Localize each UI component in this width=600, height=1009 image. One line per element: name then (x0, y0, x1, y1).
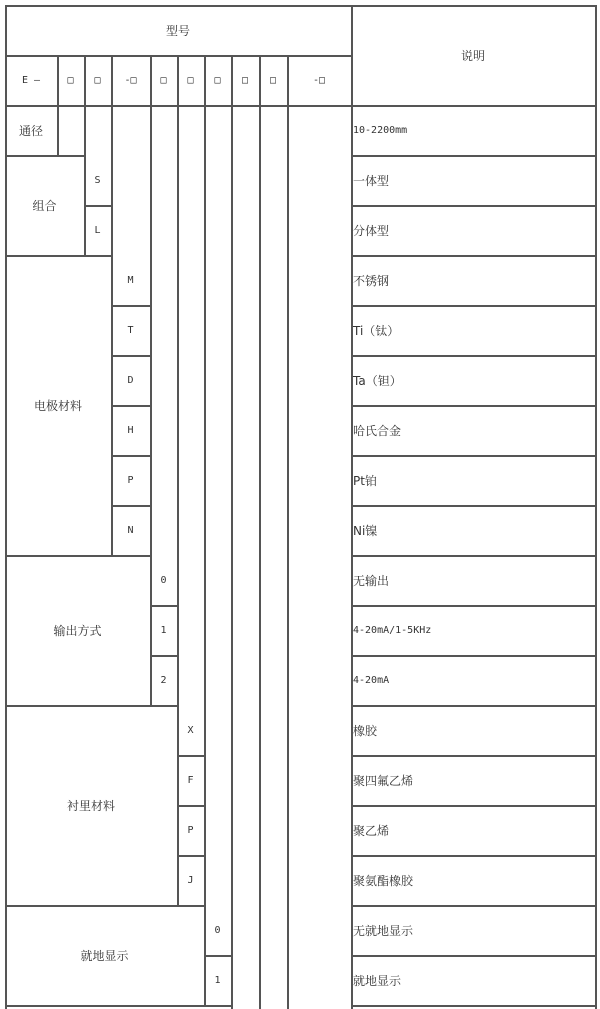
table-border (150, 155, 152, 255)
group-label: 电极材料 (33, 398, 82, 413)
table-border (177, 105, 179, 155)
option-code: T (127, 324, 134, 336)
table-border (351, 1005, 597, 1007)
option-description: Pt铂 (353, 473, 377, 488)
table-border (177, 555, 179, 705)
option-description: 聚乙烯 (353, 823, 390, 838)
option-code: 1 (160, 624, 167, 636)
table-border (84, 205, 113, 207)
table-border (259, 55, 261, 105)
table-border (177, 255, 179, 555)
model-code-slot: □ (67, 74, 74, 86)
table-border (204, 705, 206, 905)
table-border (57, 55, 59, 105)
table-border (111, 105, 113, 155)
table-border (204, 955, 233, 957)
option-description: 4-20mA/1-5KHz (353, 624, 432, 636)
table-border (231, 1005, 233, 1009)
table-border (111, 405, 152, 407)
option-description: 分体型 (353, 223, 390, 238)
option-description: Ta（钽） (353, 373, 402, 388)
group-label: 组合 (32, 198, 57, 213)
option-description: 聚氨酯橡胶 (353, 873, 414, 888)
model-header: 型号 (165, 23, 190, 38)
option-code: 2 (160, 674, 167, 686)
table-border (111, 455, 152, 457)
option-code: J (187, 874, 194, 886)
option-code: M (127, 274, 134, 286)
model-code-slot: □ (269, 74, 277, 86)
table-border (204, 55, 206, 105)
option-code: 0 (214, 924, 221, 936)
table-border (204, 555, 206, 705)
option-description: 就地显示 (353, 973, 402, 988)
option-code: N (127, 524, 134, 536)
table-border (111, 305, 152, 307)
table-border (5, 1005, 233, 1007)
group-label: 就地显示 (80, 948, 129, 963)
table-border (111, 355, 152, 357)
option-code: S (94, 174, 101, 186)
table-border (204, 255, 206, 555)
option-description: 一体型 (353, 173, 390, 188)
table-border (150, 655, 179, 657)
table-border (287, 105, 289, 1009)
table-border (84, 55, 86, 105)
table-border (231, 55, 233, 105)
option-code: 0 (160, 574, 167, 586)
table-border (150, 55, 152, 105)
option-description: 4-20mA (353, 674, 390, 686)
table-border (150, 255, 152, 555)
table-border (259, 105, 261, 1009)
table-border (5, 5, 597, 7)
table-border (287, 55, 289, 105)
option-description: 橡胶 (353, 723, 378, 738)
table-border (177, 55, 179, 105)
option-description: 聚四氟乙烯 (353, 773, 414, 788)
table-border (111, 505, 152, 507)
option-code: F (187, 774, 194, 786)
option-description: 哈氏合金 (353, 423, 402, 438)
option-code: L (94, 224, 101, 236)
option-code (57, 105, 84, 155)
table-border (150, 605, 179, 607)
option-description: 10-2200mm (353, 124, 408, 136)
option-code: H (127, 424, 134, 436)
option-code: P (187, 824, 194, 836)
group-label: 通径 (18, 123, 43, 138)
model-code-slot: □ (94, 74, 101, 86)
table-border (150, 105, 152, 155)
table-border (177, 155, 179, 255)
table-border (177, 805, 206, 807)
model-code-slot: □ (214, 74, 221, 86)
option-code: D (127, 374, 134, 386)
table-border (177, 855, 206, 857)
table-border (111, 55, 113, 105)
table-border (231, 105, 233, 1009)
option-description: Ni镍 (353, 523, 378, 538)
option-description: 无就地显示 (353, 923, 414, 938)
option-description: 不锈钢 (353, 273, 390, 288)
model-code-slot: -□ (312, 74, 326, 86)
model-code-slot: E — (21, 74, 41, 86)
group-label: 输出方式 (53, 623, 102, 638)
option-code: 1 (214, 974, 221, 986)
model-code-slot: -□ (124, 74, 137, 86)
table-border (84, 105, 86, 155)
model-code-slot: □ (187, 74, 194, 86)
model-code-slot: □ (241, 74, 249, 86)
option-code: P (127, 474, 134, 486)
table-border (111, 155, 113, 255)
table-border (177, 755, 206, 757)
group-label: 衬里材料 (66, 798, 115, 813)
description-header: 说明 (460, 48, 485, 63)
option-description: Ti（钛） (353, 323, 400, 338)
table-border (204, 105, 206, 155)
option-code: X (187, 724, 194, 736)
option-description: 无输出 (353, 573, 390, 588)
model-code-slot: □ (160, 74, 167, 86)
table-border (204, 155, 206, 255)
